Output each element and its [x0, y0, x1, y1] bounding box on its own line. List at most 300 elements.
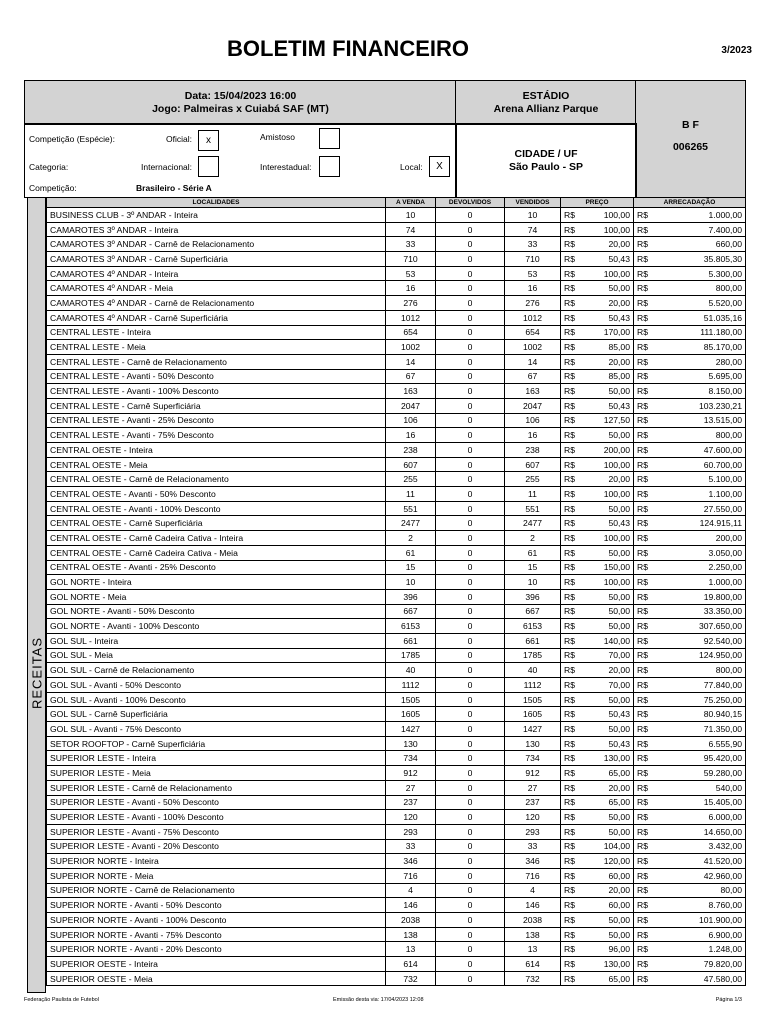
preco-value: 85,00: [608, 342, 630, 353]
localidade-cell: GOL SUL - Carnê Superficiária: [47, 707, 386, 722]
arrecadacao-value: 5.100,00: [708, 474, 742, 485]
devolvidos-cell: 0: [436, 751, 505, 766]
a-venda-cell: 1012: [386, 310, 436, 325]
match-info: [24, 80, 457, 125]
localidade-cell: SUPERIOR OESTE - Inteira: [47, 957, 386, 972]
table-row: [47, 398, 746, 413]
a-venda-cell: 67: [386, 369, 436, 384]
preco-cell: [561, 619, 634, 634]
arrecadacao-value: 8.760,00: [708, 900, 742, 911]
currency-symbol: R$: [564, 297, 575, 308]
arrecadacao-cell: [634, 766, 746, 781]
currency-symbol: R$: [564, 635, 575, 646]
arrecadacao-value: 95.420,00: [703, 753, 742, 764]
devolvidos-cell: 0: [436, 369, 505, 384]
currency-symbol: R$: [564, 650, 575, 661]
devolvidos-cell: 0: [436, 942, 505, 957]
currency-symbol: R$: [637, 459, 648, 470]
interestadual-label: Interestadual:: [260, 162, 312, 172]
devolvidos-cell: 0: [436, 913, 505, 928]
preco-value: 50,00: [608, 621, 630, 632]
preco-cell: [561, 722, 634, 737]
currency-symbol: R$: [564, 268, 575, 279]
arrecadacao-value: 75.250,00: [703, 694, 742, 705]
devolvidos-cell: 0: [436, 648, 505, 663]
devolvidos-cell: 0: [436, 619, 505, 634]
arrecadacao-value: 5.300,00: [708, 268, 742, 279]
preco-value: 50,00: [608, 929, 630, 940]
preco-cell: [561, 340, 634, 355]
preco-value: 120,00: [603, 856, 630, 867]
vendidos-cell: 732: [505, 971, 561, 986]
preco-value: 50,00: [608, 826, 630, 837]
a-venda-cell: 1505: [386, 692, 436, 707]
arrecadacao-value: 27.550,00: [703, 503, 742, 514]
currency-symbol: R$: [564, 665, 575, 676]
preco-cell: [561, 736, 634, 751]
table-row: [47, 531, 746, 546]
currency-symbol: R$: [564, 577, 575, 588]
arrecadacao-value: 42.960,00: [703, 870, 742, 881]
currency-symbol: R$: [637, 812, 648, 823]
preco-cell: [561, 780, 634, 795]
table-row: [47, 501, 746, 516]
table-row: [47, 252, 746, 267]
preco-cell: [561, 868, 634, 883]
currency-symbol: R$: [564, 694, 575, 705]
arrecadacao-cell: [634, 927, 746, 942]
vendidos-cell: 2047: [505, 398, 561, 413]
vendidos-cell: 237: [505, 795, 561, 810]
preco-value: 50,00: [608, 723, 630, 734]
oficial-label: Oficial:: [166, 134, 192, 144]
a-venda-cell: 138: [386, 927, 436, 942]
bf-number: 006265: [672, 141, 709, 153]
a-venda-cell: 33: [386, 237, 436, 252]
table-row: [47, 281, 746, 296]
localidade-cell: CENTRAL OESTE - Meia: [47, 457, 386, 472]
preco-cell: [561, 751, 634, 766]
devolvidos-cell: 0: [436, 854, 505, 869]
localidade-cell: CENTRAL LESTE - Inteira: [47, 325, 386, 340]
localidade-cell: SETOR ROOFTOP - Carnê Superficiária: [47, 736, 386, 751]
internacional-label: Internacional:: [141, 162, 193, 172]
arrecadacao-cell: [634, 369, 746, 384]
stadium-label: ESTÁDIO: [522, 89, 570, 102]
currency-symbol: R$: [637, 312, 648, 323]
localidade-cell: CAMAROTES 3º ANDAR - Inteira: [47, 222, 386, 237]
currency-symbol: R$: [637, 958, 648, 969]
vendidos-cell: 163: [505, 384, 561, 399]
vendidos-cell: 146: [505, 898, 561, 913]
devolvidos-cell: 0: [436, 281, 505, 296]
preco-value: 100,00: [603, 209, 630, 220]
preco-cell: [561, 384, 634, 399]
arrecadacao-cell: [634, 516, 746, 531]
a-venda-cell: 2038: [386, 913, 436, 928]
a-venda-cell: 2477: [386, 516, 436, 531]
localidade-cell: GOL SUL - Meia: [47, 648, 386, 663]
currency-symbol: R$: [564, 283, 575, 294]
vendidos-cell: 14: [505, 354, 561, 369]
currency-symbol: R$: [637, 914, 648, 925]
localidade-cell: CAMAROTES 3º ANDAR - Carnê Superficiária: [47, 252, 386, 267]
devolvidos-cell: 0: [436, 222, 505, 237]
table-row: [47, 340, 746, 355]
currency-symbol: R$: [564, 239, 575, 250]
currency-symbol: R$: [564, 518, 575, 529]
currency-symbol: R$: [637, 474, 648, 485]
a-venda-cell: 120: [386, 810, 436, 825]
preco-cell: [561, 252, 634, 267]
devolvidos-cell: 0: [436, 633, 505, 648]
vendidos-cell: 276: [505, 296, 561, 311]
table-row: [47, 369, 746, 384]
currency-symbol: R$: [637, 209, 648, 220]
arrecadacao-value: 47.580,00: [703, 973, 742, 984]
local-checkbox: X: [429, 156, 450, 177]
vendidos-cell: 614: [505, 957, 561, 972]
arrecadacao-value: 35.805,30: [703, 253, 742, 264]
localidade-cell: GOL NORTE - Meia: [47, 589, 386, 604]
table-row: [47, 560, 746, 575]
table-row: [47, 384, 746, 399]
localidade-cell: CAMAROTES 4º ANDAR - Carnê Superficiária: [47, 310, 386, 325]
arrecadacao-cell: [634, 810, 746, 825]
currency-symbol: R$: [637, 253, 648, 264]
arrecadacao-value: 124.950,00: [698, 650, 742, 661]
vendidos-cell: 667: [505, 604, 561, 619]
table-row: [47, 722, 746, 737]
devolvidos-cell: 0: [436, 927, 505, 942]
currency-symbol: R$: [637, 415, 648, 426]
vendidos-cell: 238: [505, 443, 561, 458]
table-row: [47, 751, 746, 766]
table-row: [47, 443, 746, 458]
currency-symbol: R$: [637, 782, 648, 793]
vendidos-cell: 2038: [505, 913, 561, 928]
a-venda-cell: 293: [386, 824, 436, 839]
currency-symbol: R$: [564, 209, 575, 220]
preco-cell: [561, 575, 634, 590]
preco-cell: [561, 913, 634, 928]
arrecadacao-value: 60.700,00: [703, 459, 742, 470]
vendidos-cell: 1012: [505, 310, 561, 325]
currency-symbol: R$: [564, 532, 575, 543]
a-venda-cell: 33: [386, 839, 436, 854]
table-row: [47, 780, 746, 795]
a-venda-cell: 732: [386, 971, 436, 986]
table-row: [47, 795, 746, 810]
preco-value: 100,00: [603, 577, 630, 588]
arrecadacao-cell: [634, 971, 746, 986]
arrecadacao-cell: [634, 854, 746, 869]
vendidos-cell: 1505: [505, 692, 561, 707]
arrecadacao-value: 80.940,15: [703, 709, 742, 720]
currency-symbol: R$: [564, 900, 575, 911]
table-row: [47, 898, 746, 913]
preco-cell: [561, 325, 634, 340]
currency-symbol: R$: [637, 283, 648, 294]
arrecadacao-cell: [634, 281, 746, 296]
devolvidos-cell: 0: [436, 252, 505, 267]
currency-symbol: R$: [637, 503, 648, 514]
localidade-cell: CAMAROTES 4º ANDAR - Meia: [47, 281, 386, 296]
devolvidos-cell: 0: [436, 589, 505, 604]
arrecadacao-cell: [634, 428, 746, 443]
table-row: [47, 237, 746, 252]
table-row: [47, 457, 746, 472]
a-venda-cell: 11: [386, 487, 436, 502]
preco-value: 20,00: [608, 474, 630, 485]
arrecadacao-cell: [634, 222, 746, 237]
localidade-cell: CENTRAL OESTE - Avanti - 50% Desconto: [47, 487, 386, 502]
vendidos-cell: 106: [505, 413, 561, 428]
a-venda-cell: 734: [386, 751, 436, 766]
arrecadacao-cell: [634, 457, 746, 472]
vendidos-cell: 120: [505, 810, 561, 825]
table-row: [47, 927, 746, 942]
table-row: [47, 589, 746, 604]
preco-cell: [561, 296, 634, 311]
table-row: [47, 824, 746, 839]
vendidos-cell: 61: [505, 545, 561, 560]
arrecadacao-value: 6.555,90: [708, 738, 742, 749]
arrecadacao-cell: [634, 340, 746, 355]
currency-symbol: R$: [564, 224, 575, 235]
arrecadacao-cell: [634, 501, 746, 516]
currency-symbol: R$: [564, 356, 575, 367]
vendidos-cell: 27: [505, 780, 561, 795]
vendidos-cell: 74: [505, 222, 561, 237]
table-row: [47, 487, 746, 502]
localidade-cell: SUPERIOR LESTE - Avanti - 75% Desconto: [47, 824, 386, 839]
arrecadacao-cell: [634, 678, 746, 693]
preco-value: 96,00: [608, 944, 630, 955]
localidade-cell: CENTRAL OESTE - Avanti - 100% Desconto: [47, 501, 386, 516]
a-venda-cell: 276: [386, 296, 436, 311]
currency-symbol: R$: [637, 767, 648, 778]
arrecadacao-cell: [634, 692, 746, 707]
preco-cell: [561, 443, 634, 458]
internacional-checkbox: [198, 156, 219, 177]
vendidos-cell: 710: [505, 252, 561, 267]
preco-value: 60,00: [608, 900, 630, 911]
devolvidos-cell: 0: [436, 575, 505, 590]
a-venda-cell: 163: [386, 384, 436, 399]
currency-symbol: R$: [637, 356, 648, 367]
vendidos-cell: 551: [505, 501, 561, 516]
a-venda-cell: 238: [386, 443, 436, 458]
preco-value: 60,00: [608, 870, 630, 881]
localidade-cell: SUPERIOR LESTE - Inteira: [47, 751, 386, 766]
arrecadacao-value: 307.650,00: [698, 621, 742, 632]
a-venda-cell: 6153: [386, 619, 436, 634]
table-row: [47, 266, 746, 281]
localidade-cell: SUPERIOR OESTE - Meia: [47, 971, 386, 986]
a-venda-cell: 2047: [386, 398, 436, 413]
preco-value: 200,00: [603, 444, 630, 455]
a-venda-cell: 146: [386, 898, 436, 913]
arrecadacao-value: 8.150,00: [708, 386, 742, 397]
currency-symbol: R$: [564, 958, 575, 969]
localidade-cell: CENTRAL OESTE - Carnê Cadeira Cativa - Inteira: [47, 531, 386, 546]
localidade-cell: CENTRAL LESTE - Avanti - 75% Desconto: [47, 428, 386, 443]
table-header-row: [47, 198, 746, 208]
currency-symbol: R$: [637, 665, 648, 676]
table-row: [47, 868, 746, 883]
arrecadacao-value: 6.900,00: [708, 929, 742, 940]
devolvidos-cell: 0: [436, 457, 505, 472]
localidade-cell: GOL SUL - Avanti - 50% Desconto: [47, 678, 386, 693]
devolvidos-cell: 0: [436, 736, 505, 751]
currency-symbol: R$: [637, 753, 648, 764]
preco-value: 100,00: [603, 459, 630, 470]
devolvidos-cell: 0: [436, 795, 505, 810]
a-venda-cell: 396: [386, 589, 436, 604]
arrecadacao-value: 3.432,00: [708, 841, 742, 852]
preco-cell: [561, 354, 634, 369]
document-reference: 3/2023: [721, 45, 752, 56]
column-header: VENDIDOS: [505, 198, 561, 208]
devolvidos-cell: 0: [436, 692, 505, 707]
currency-symbol: R$: [564, 841, 575, 852]
arrecadacao-value: 85.170,00: [703, 342, 742, 353]
vendidos-cell: 654: [505, 325, 561, 340]
a-venda-cell: 1112: [386, 678, 436, 693]
preco-cell: [561, 957, 634, 972]
arrecadacao-cell: [634, 604, 746, 619]
preco-value: 130,00: [603, 958, 630, 969]
arrecadacao-value: 800,00: [715, 430, 742, 441]
a-venda-cell: 130: [386, 736, 436, 751]
arrecadacao-value: 7.400,00: [708, 224, 742, 235]
vendidos-cell: 40: [505, 663, 561, 678]
localidade-cell: SUPERIOR LESTE - Meia: [47, 766, 386, 781]
a-venda-cell: 10: [386, 575, 436, 590]
localidade-cell: SUPERIOR NORTE - Avanti - 100% Desconto: [47, 913, 386, 928]
currency-symbol: R$: [564, 562, 575, 573]
currency-symbol: R$: [564, 797, 575, 808]
preco-cell: [561, 839, 634, 854]
city-box: [455, 123, 637, 198]
a-venda-cell: 661: [386, 633, 436, 648]
arrecadacao-cell: [634, 398, 746, 413]
preco-cell: [561, 589, 634, 604]
preco-cell: [561, 942, 634, 957]
preco-cell: [561, 883, 634, 898]
currency-symbol: R$: [637, 386, 648, 397]
a-venda-cell: 74: [386, 222, 436, 237]
preco-cell: [561, 487, 634, 502]
currency-symbol: R$: [564, 474, 575, 485]
preco-cell: [561, 927, 634, 942]
vendidos-cell: 67: [505, 369, 561, 384]
arrecadacao-value: 41.520,00: [703, 856, 742, 867]
arrecadacao-value: 71.350,00: [703, 723, 742, 734]
a-venda-cell: 106: [386, 413, 436, 428]
devolvidos-cell: 0: [436, 766, 505, 781]
arrecadacao-cell: [634, 648, 746, 663]
vendidos-cell: 2: [505, 531, 561, 546]
preco-value: 65,00: [608, 797, 630, 808]
arrecadacao-value: 6.000,00: [708, 812, 742, 823]
currency-symbol: R$: [564, 459, 575, 470]
devolvidos-cell: 0: [436, 208, 505, 223]
currency-symbol: R$: [637, 797, 648, 808]
localidade-cell: GOL SUL - Avanti - 75% Desconto: [47, 722, 386, 737]
devolvidos-cell: 0: [436, 428, 505, 443]
arrecadacao-value: 3.050,00: [708, 547, 742, 558]
preco-value: 20,00: [608, 665, 630, 676]
devolvidos-cell: 0: [436, 560, 505, 575]
currency-symbol: R$: [637, 738, 648, 749]
localidade-cell: SUPERIOR NORTE - Inteira: [47, 854, 386, 869]
devolvidos-cell: 0: [436, 604, 505, 619]
devolvidos-cell: 0: [436, 325, 505, 340]
vendidos-cell: 33: [505, 237, 561, 252]
arrecadacao-value: 51.035,16: [703, 312, 742, 323]
arrecadacao-value: 103.230,21: [698, 400, 742, 411]
table-row: [47, 648, 746, 663]
bf-box: [635, 80, 746, 198]
localidade-cell: CENTRAL OESTE - Avanti - 25% Desconto: [47, 560, 386, 575]
preco-value: 50,00: [608, 386, 630, 397]
arrecadacao-cell: [634, 545, 746, 560]
arrecadacao-cell: [634, 722, 746, 737]
preco-cell: [561, 516, 634, 531]
devolvidos-cell: 0: [436, 868, 505, 883]
currency-symbol: R$: [637, 430, 648, 441]
currency-symbol: R$: [564, 386, 575, 397]
a-venda-cell: 1427: [386, 722, 436, 737]
a-venda-cell: 614: [386, 957, 436, 972]
devolvidos-cell: 0: [436, 971, 505, 986]
preco-value: 65,00: [608, 973, 630, 984]
localidade-cell: CENTRAL LESTE - Avanti - 50% Desconto: [47, 369, 386, 384]
a-venda-cell: 2: [386, 531, 436, 546]
currency-symbol: R$: [564, 400, 575, 411]
arrecadacao-value: 5.695,00: [708, 371, 742, 382]
preco-cell: [561, 501, 634, 516]
localidade-cell: SUPERIOR LESTE - Carnê de Relacionamento: [47, 780, 386, 795]
vendidos-cell: 734: [505, 751, 561, 766]
a-venda-cell: 1002: [386, 340, 436, 355]
vendidos-cell: 4: [505, 883, 561, 898]
vendidos-cell: 661: [505, 633, 561, 648]
a-venda-cell: 710: [386, 252, 436, 267]
table-row: [47, 971, 746, 986]
preco-value: 170,00: [603, 327, 630, 338]
a-venda-cell: 27: [386, 780, 436, 795]
column-header: PREÇO: [561, 198, 634, 208]
currency-symbol: R$: [637, 856, 648, 867]
table-row: [47, 472, 746, 487]
localidade-cell: SUPERIOR LESTE - Avanti - 100% Desconto: [47, 810, 386, 825]
localidade-cell: CENTRAL LESTE - Avanti - 100% Desconto: [47, 384, 386, 399]
devolvidos-cell: 0: [436, 531, 505, 546]
stadium-name: Arena Allianz Parque: [493, 102, 599, 115]
a-venda-cell: 237: [386, 795, 436, 810]
arrecadacao-value: 800,00: [715, 283, 742, 294]
currency-symbol: R$: [564, 591, 575, 602]
vendidos-cell: 2477: [505, 516, 561, 531]
a-venda-cell: 40: [386, 663, 436, 678]
arrecadacao-value: 124.915,11: [699, 518, 742, 529]
currency-symbol: R$: [637, 532, 648, 543]
arrecadacao-cell: [634, 780, 746, 795]
preco-cell: [561, 222, 634, 237]
